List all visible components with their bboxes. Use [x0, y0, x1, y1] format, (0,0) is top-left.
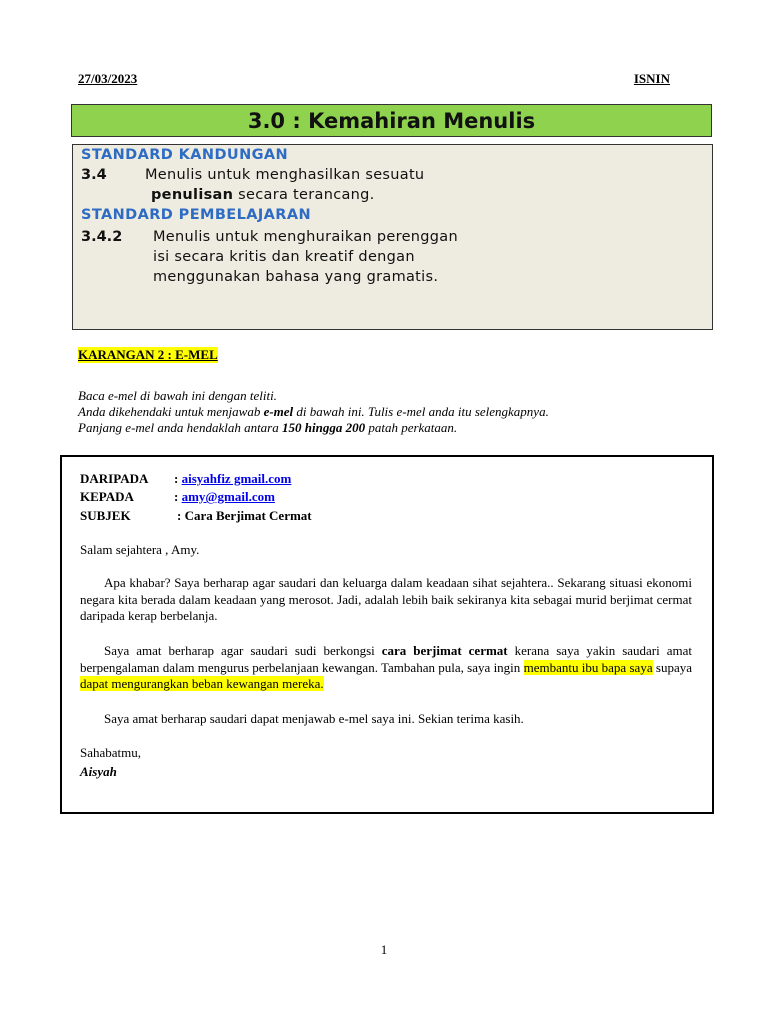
- banner-title: 3.0 : Kemahiran Menulis: [247, 108, 536, 133]
- kandungan-line-2: [151, 187, 375, 203]
- paragraph-2d: supaya: [652, 659, 692, 675]
- instruction-line-1: Baca e-mel di bawah ini dengan teliti.: [78, 388, 277, 403]
- paragraph-1: [80, 575, 692, 625]
- to-value: [174, 489, 275, 505]
- paragraph-1-text: Apa khabar? Saya berharap agar saudari dan keluarga dalam keadaan sihat sejahtera.. Sekarang situasi ekonomi negara kita berada dalam keadaan yang merosot. Jadi, adalah lebih baik sekiranya kita sebagai murid berjimat cermat daripada kerap berbelanja.: [80, 575, 692, 623]
- email-box: [60, 455, 714, 814]
- kandungan-number: 3.4: [81, 167, 107, 183]
- to-label: KEPADA: [80, 489, 134, 504]
- instruction-3c: patah perkataan.: [365, 420, 458, 435]
- closing: Sahabatmu,: [80, 745, 142, 760]
- from-email-link[interactable]: aisyahfiz gmail.com: [181, 471, 292, 486]
- instruction-3b: 150 hingga 200: [282, 420, 366, 435]
- instruction-line-2: [78, 404, 549, 420]
- pembelajaran-line-2: isi secara kritis dan kreatif dengan: [153, 249, 415, 265]
- kandungan-line-2-rest: secara terancang.: [238, 187, 375, 203]
- from-colon: :: [174, 471, 179, 486]
- to-colon: :: [174, 489, 179, 504]
- paragraph-2a: Saya amat berharap agar saudari sudi berkongsi: [104, 643, 382, 658]
- paragraph-3-text: Saya amat berharap saudari dapat menjawab e-mel saya ini. Sekian terima kasih.: [104, 711, 524, 726]
- instruction-line-3: [78, 420, 457, 436]
- instruction-2c: di bawah ini. Tulis e-mel anda itu selengkapnya.: [293, 404, 549, 419]
- date-text: 27/03/2023: [78, 71, 138, 86]
- paragraph-2-bold: cara berjimat cermat: [381, 643, 508, 658]
- kandungan-bold-word: penulisan: [151, 187, 234, 203]
- standard-kandungan-heading: STANDARD KANDUNGAN: [81, 147, 289, 163]
- instruction-2b: e-mel: [263, 404, 294, 419]
- pembelajaran-line-1: Menulis untuk menghuraikan perenggan: [153, 229, 458, 245]
- standard-box: [72, 144, 713, 330]
- signature: Aisyah: [80, 764, 117, 779]
- greeting: Salam sejahtera , Amy.: [80, 542, 200, 557]
- paragraph-2: [80, 643, 692, 693]
- instruction-2a: Anda dikehendaki untuk menjawab: [78, 404, 264, 419]
- day-text: ISNIN: [633, 71, 670, 86]
- subject-label: SUBJEK: [80, 508, 131, 523]
- highlight-2: dapat mengurangkan beban kewangan mereka.: [80, 676, 324, 691]
- subject-value: : Cara Berjimat Cermat: [177, 508, 312, 523]
- from-value: [174, 471, 291, 487]
- skill-banner: [71, 104, 712, 137]
- section-title: KARANGAN 2 : E-MEL: [78, 347, 218, 362]
- pembelajaran-line-3: menggunakan bahasa yang gramatis.: [153, 269, 439, 285]
- to-email-link[interactable]: amy@gmail.com: [181, 489, 275, 504]
- instruction-3a: Panjang e-mel anda hendaklah antara: [78, 420, 282, 435]
- kandungan-line-1: Menulis untuk menghasilkan sesuatu: [145, 167, 425, 183]
- paragraph-3: [80, 711, 692, 728]
- page-number: 1: [380, 942, 388, 957]
- highlight-1: membantu ibu bapa saya: [523, 659, 653, 675]
- standard-pembelajaran-heading: STANDARD PEMBELAJARAN: [81, 207, 311, 223]
- from-label: DARIPADA: [80, 471, 149, 486]
- pembelajaran-number: 3.4.2: [81, 229, 123, 245]
- paragraph-2c: kerana saya yakin saudari amat berpengalaman dalam mengurus perbelanjaan kewangan. Tambahan pula, saya ingin: [80, 643, 692, 675]
